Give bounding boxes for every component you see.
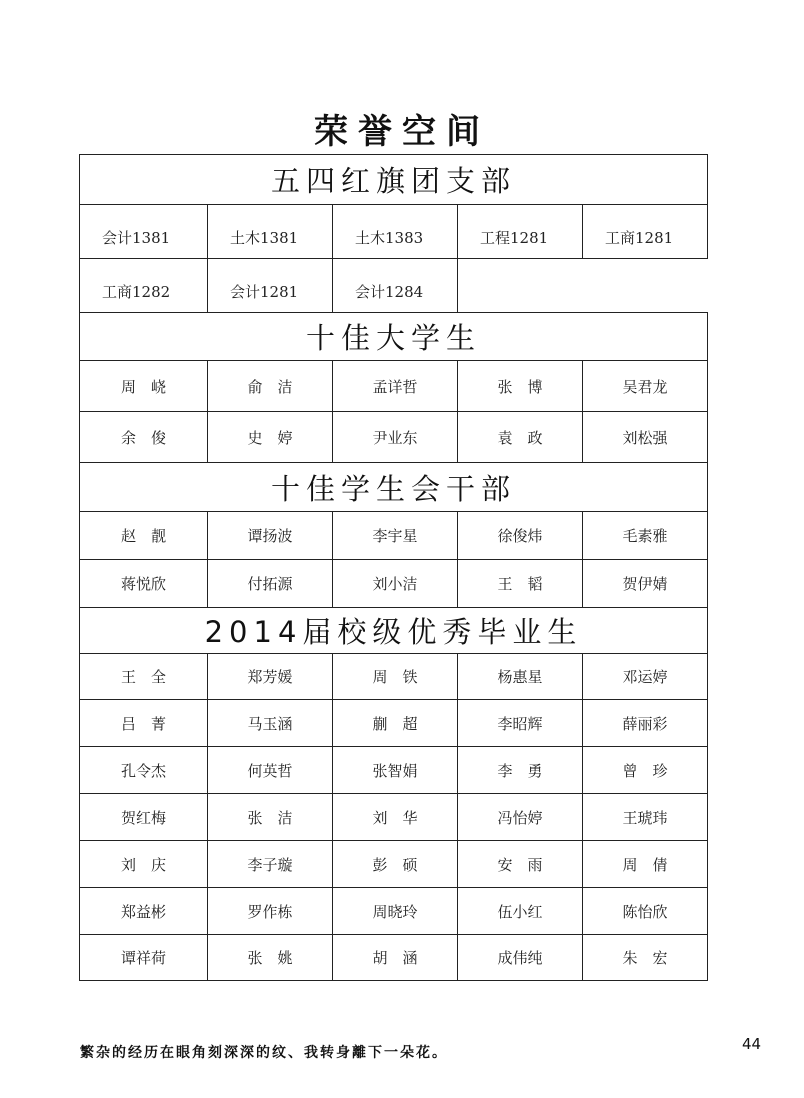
- name-cell: 周 铁: [333, 654, 458, 700]
- table-row: [80, 747, 708, 794]
- name-cell: 郑益彬: [80, 888, 208, 935]
- name-cell: 孟详哲: [333, 361, 458, 412]
- name-cell: 彭 硕: [333, 841, 458, 888]
- name-cell: 陈怡欣: [583, 888, 708, 935]
- branch-cell: 工商1281: [583, 205, 708, 259]
- branch-cell: 工程1281: [458, 205, 583, 259]
- branch-cell: 土木1383: [333, 205, 458, 259]
- name-cell: 李宇星: [333, 512, 458, 560]
- name-cell: 李 勇: [458, 747, 583, 794]
- branch-cell: 会计1284: [333, 259, 458, 313]
- name-cell: 孔令杰: [80, 747, 208, 794]
- name-cell: 郑芳媛: [208, 654, 333, 700]
- table-row: [80, 259, 708, 313]
- name-cell: 史 婷: [208, 412, 333, 463]
- branch-cell: 工商1282: [80, 259, 208, 313]
- table-row: [80, 888, 708, 935]
- table-row: [80, 700, 708, 747]
- table-row: [80, 794, 708, 841]
- name-cell: 朱 宏: [583, 935, 708, 981]
- name-cell: 安 雨: [458, 841, 583, 888]
- table-row: [80, 361, 708, 412]
- name-cell: 余 俊: [80, 412, 208, 463]
- name-cell: 谭扬波: [208, 512, 333, 560]
- name-cell: 谭祥荷: [80, 935, 208, 981]
- name-cell: 张 姚: [208, 935, 333, 981]
- section-header-top-cadres: 十佳学生会干部: [80, 463, 708, 512]
- name-cell: 刘小洁: [333, 560, 458, 608]
- name-cell: 马玉涵: [208, 700, 333, 747]
- name-cell: 蒋悦欣: [80, 560, 208, 608]
- name-cell: 周 倩: [583, 841, 708, 888]
- name-cell: 俞 洁: [208, 361, 333, 412]
- name-cell: 王 全: [80, 654, 208, 700]
- name-cell: 吴君龙: [583, 361, 708, 412]
- name-cell: 成伟纯: [458, 935, 583, 981]
- empty-cell: [458, 259, 708, 313]
- section-header-top-students: 十佳大学生: [80, 313, 708, 361]
- table-row: [80, 412, 708, 463]
- name-cell: 邓运婷: [583, 654, 708, 700]
- name-cell: 李昭辉: [458, 700, 583, 747]
- name-cell: 刘 华: [333, 794, 458, 841]
- table-row: [80, 205, 708, 259]
- table-row: [80, 841, 708, 888]
- name-cell: 曾 珍: [583, 747, 708, 794]
- footer-slogan: 繁杂的经历在眼角刻深深的纹、我转身離下一朵花。: [80, 1045, 448, 1061]
- name-cell: 周 峣: [80, 361, 208, 412]
- name-cell: 张 博: [458, 361, 583, 412]
- table-row: [80, 935, 708, 981]
- branch-cell: 会计1381: [80, 205, 208, 259]
- name-cell: 何英哲: [208, 747, 333, 794]
- honor-table: [79, 154, 708, 981]
- name-cell: 杨惠星: [458, 654, 583, 700]
- name-cell: 贺伊婧: [583, 560, 708, 608]
- name-cell: 伍小红: [458, 888, 583, 935]
- name-cell: 李子璇: [208, 841, 333, 888]
- name-cell: 周晓玲: [333, 888, 458, 935]
- section-header-graduates: 2014届校级优秀毕业生: [80, 608, 708, 654]
- name-cell: 薛丽彩: [583, 700, 708, 747]
- name-cell: 徐俊炜: [458, 512, 583, 560]
- name-cell: 罗作栋: [208, 888, 333, 935]
- table-row: [80, 560, 708, 608]
- name-cell: 张智娟: [333, 747, 458, 794]
- section-header-branches: 五四红旗团支部: [80, 155, 708, 205]
- branch-cell: 会计1281: [208, 259, 333, 313]
- name-cell: 蒯 超: [333, 700, 458, 747]
- name-cell: 贺红梅: [80, 794, 208, 841]
- name-cell: 付拓源: [208, 560, 333, 608]
- name-cell: 赵 靓: [80, 512, 208, 560]
- table-row: [80, 654, 708, 700]
- name-cell: 吕 菁: [80, 700, 208, 747]
- name-cell: 王琥玮: [583, 794, 708, 841]
- name-cell: 胡 涵: [333, 935, 458, 981]
- name-cell: 毛素雅: [583, 512, 708, 560]
- name-cell: 冯怡婷: [458, 794, 583, 841]
- name-cell: 袁 政: [458, 412, 583, 463]
- page-title: 荣誉空间: [314, 112, 490, 152]
- name-cell: 王 韬: [458, 560, 583, 608]
- table-row: [80, 512, 708, 560]
- page-number: 44: [742, 1035, 762, 1053]
- name-cell: 张 洁: [208, 794, 333, 841]
- branch-cell: 土木1381: [208, 205, 333, 259]
- name-cell: 刘松强: [583, 412, 708, 463]
- name-cell: 尹业东: [333, 412, 458, 463]
- name-cell: 刘 庆: [80, 841, 208, 888]
